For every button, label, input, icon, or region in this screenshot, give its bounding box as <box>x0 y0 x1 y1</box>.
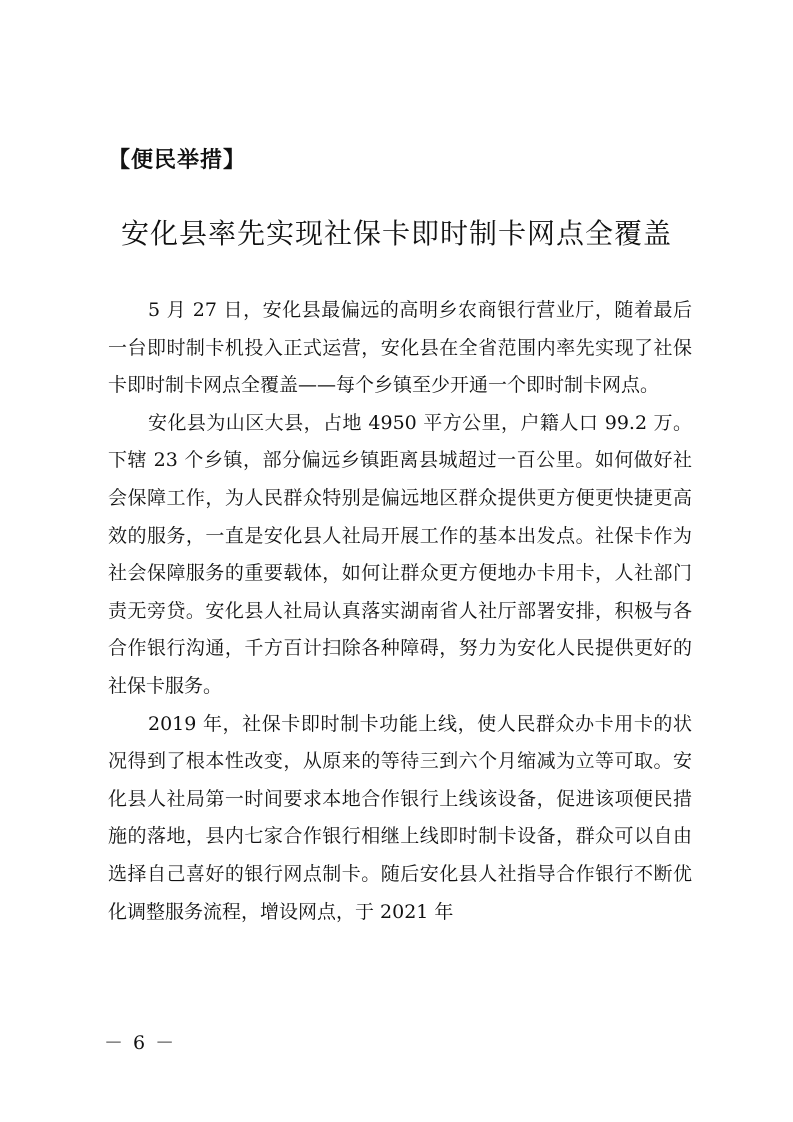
paragraph: 安化县为山区大县，占地 4950 平方公里，户籍人口 99.2 万。下辖 23 个乡镇，部分偏远乡镇距离县城超过一百公里。如何做好社会保障工作，为人民群众特别是偏远地区群众提供更方便更快捷更高效的服务，一直是安化县人社局开展工作的基本出发点。社保卡作为社会保障服务的重要载体，如何让群众更方便地办卡用卡，人社部门责无旁贷。安化县人社局认真落实湖南省人社厅部署安排，积极与各合作银行沟通，千方百计扫除各种障碍，努力为安化人民提供更好的社保卡服务。 <box>108 411 692 697</box>
page-number: － 6 － <box>104 1032 177 1054</box>
article-body <box>108 292 692 931</box>
section-tag: 【便民举措】 <box>108 148 247 173</box>
paragraph: 5 月 27 日，安化县最偏远的高明乡农商银行营业厅，随着最后一台即时制卡机投入正式运营，安化县在全省范围内率先实现了社保卡即时制卡网点全覆盖——每个乡镇至少开通一个即时制卡网点。 <box>108 299 692 397</box>
article-title: 安化县率先实现社保卡即时制卡网点全覆盖 <box>120 217 672 250</box>
paragraph: 2019 年，社保卡即时制卡功能上线，使人民群众办卡用卡的状况得到了根本性改变，从原来的等待三到六个月缩减为立等可取。安化县人社局第一时间要求本地合作银行上线该设备，促进该项便民措施的落地，县内七家合作银行相继上线即时制卡设备，群众可以自由选择自己喜好的银行网点制卡。随后安化县人社指导合作银行不断优化调整服务流程，增设网点，于 2021 年 <box>108 712 692 923</box>
